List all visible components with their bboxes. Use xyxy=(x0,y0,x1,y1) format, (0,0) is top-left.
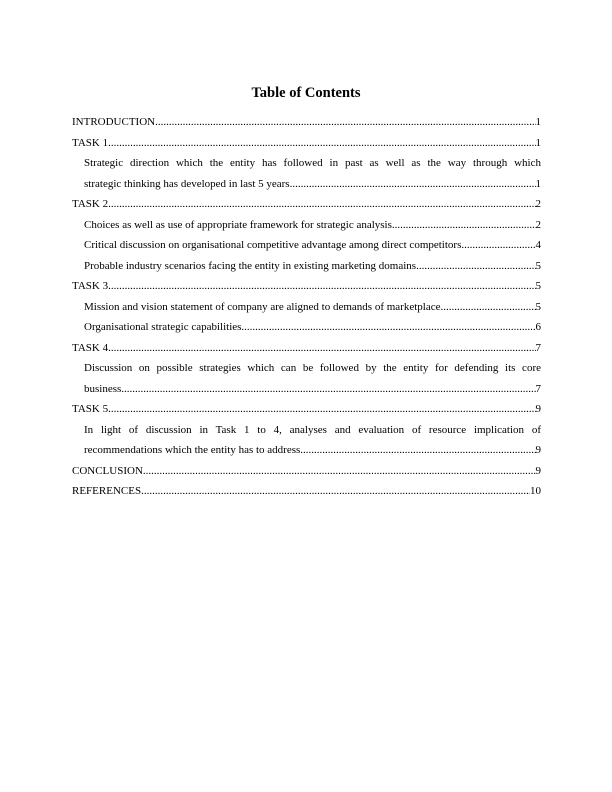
toc-entry-choices-framework[interactable] xyxy=(72,215,541,236)
toc-entry-task-4[interactable] xyxy=(72,338,541,359)
toc-page-number: 6 xyxy=(535,321,541,333)
toc-entry-text: REFERENCES xyxy=(72,485,142,497)
toc-entry-text: Probable industry scenarios facing the entity in existing marketing domains xyxy=(84,259,417,272)
toc-entry-text: CONCLUSION xyxy=(72,464,143,477)
dot-leader xyxy=(121,379,535,400)
toc-entry-text: Organisational strategic capabilities xyxy=(84,321,242,333)
toc-page-number: 5 xyxy=(535,280,541,292)
toc-page-number: 7 xyxy=(535,341,541,354)
toc-page-number: 1 xyxy=(535,177,541,190)
toc-entry-strategic-direction[interactable] xyxy=(72,153,541,194)
toc-entry-competitive-advantage[interactable] xyxy=(72,235,541,256)
dot-leader xyxy=(461,235,535,256)
toc-page-number: 9 xyxy=(535,464,541,477)
toc-entry-text-line-1: Discussion on possible strategies which can be followed by the entity for defending its core xyxy=(84,362,541,374)
dot-leader xyxy=(241,317,535,338)
toc-entry-text: Mission and vision statement of company are aligned to demands of marketplace xyxy=(84,300,441,313)
toc-title: Table of Contents xyxy=(251,85,361,101)
toc-entry-text: TASK 1 xyxy=(72,136,109,149)
dot-leader xyxy=(290,174,536,195)
dot-leader xyxy=(441,297,536,318)
dot-leader xyxy=(108,399,535,420)
toc-entry-text: TASK 5 xyxy=(72,403,109,415)
toc-entry-conclusion[interactable] xyxy=(72,461,541,482)
toc-page-number: 9 xyxy=(535,444,541,456)
dot-leader xyxy=(143,461,536,482)
toc-entry-text: TASK 2 xyxy=(72,198,109,210)
toc-entry-text: Critical discussion on organisational competitive advantage among direct competitors xyxy=(84,239,462,251)
toc-entry-industry-scenarios[interactable] xyxy=(72,256,541,277)
toc-page-number: 5 xyxy=(535,259,541,272)
toc-entry-text: business xyxy=(84,382,122,395)
dot-leader xyxy=(141,481,530,502)
dot-leader xyxy=(108,133,535,154)
toc-entry-task-1[interactable] xyxy=(72,133,541,154)
toc-page-number: 10 xyxy=(530,485,541,497)
toc-page-number: 9 xyxy=(535,403,541,415)
dot-leader xyxy=(108,338,535,359)
toc-entry-text: TASK 4 xyxy=(72,341,109,354)
dot-leader xyxy=(416,256,535,277)
toc-entry-possible-strategies[interactable] xyxy=(72,358,541,399)
toc-page-number: 7 xyxy=(535,382,541,395)
toc-list xyxy=(72,112,541,502)
toc-page-number: 1 xyxy=(535,116,541,128)
toc-entry-text-line-1: Strategic direction which the entity has followed in past as well as the way through which xyxy=(84,157,541,169)
toc-page-number: 2 xyxy=(535,218,541,231)
toc-entry-resource-implication[interactable] xyxy=(72,420,541,461)
dot-leader xyxy=(108,194,535,215)
toc-entry-strategic-capabilities[interactable] xyxy=(72,317,541,338)
toc-entry-task-2[interactable] xyxy=(72,194,541,215)
toc-page-number: 5 xyxy=(535,300,541,313)
toc-entry-introduction[interactable] xyxy=(72,112,541,133)
toc-entry-text: recommendations which the entity has to address xyxy=(84,444,301,456)
toc-entry-references[interactable] xyxy=(72,481,541,502)
toc-page-number: 2 xyxy=(535,198,541,210)
toc-page-number: 1 xyxy=(535,136,541,149)
toc-entry-mission-vision[interactable] xyxy=(72,297,541,318)
toc-entry-text-line-1: In light of discussion in Task 1 to 4, analyses and evaluation of resource implication of xyxy=(84,423,541,436)
toc-entry-text: INTRODUCTION xyxy=(72,116,156,128)
toc-entry-task-3[interactable] xyxy=(72,276,541,297)
toc-entry-text: Choices as well as use of appropriate framework for strategic analysis xyxy=(84,218,392,231)
dot-leader xyxy=(300,440,535,461)
dot-leader xyxy=(392,215,536,236)
toc-page-number: 4 xyxy=(535,239,541,251)
toc-entry-text: strategic thinking has developed in last 5 years xyxy=(84,177,290,190)
dot-leader xyxy=(108,276,535,297)
dot-leader xyxy=(155,112,535,133)
toc-entry-task-5[interactable] xyxy=(72,399,541,420)
toc-entry-text: TASK 3 xyxy=(72,280,109,292)
